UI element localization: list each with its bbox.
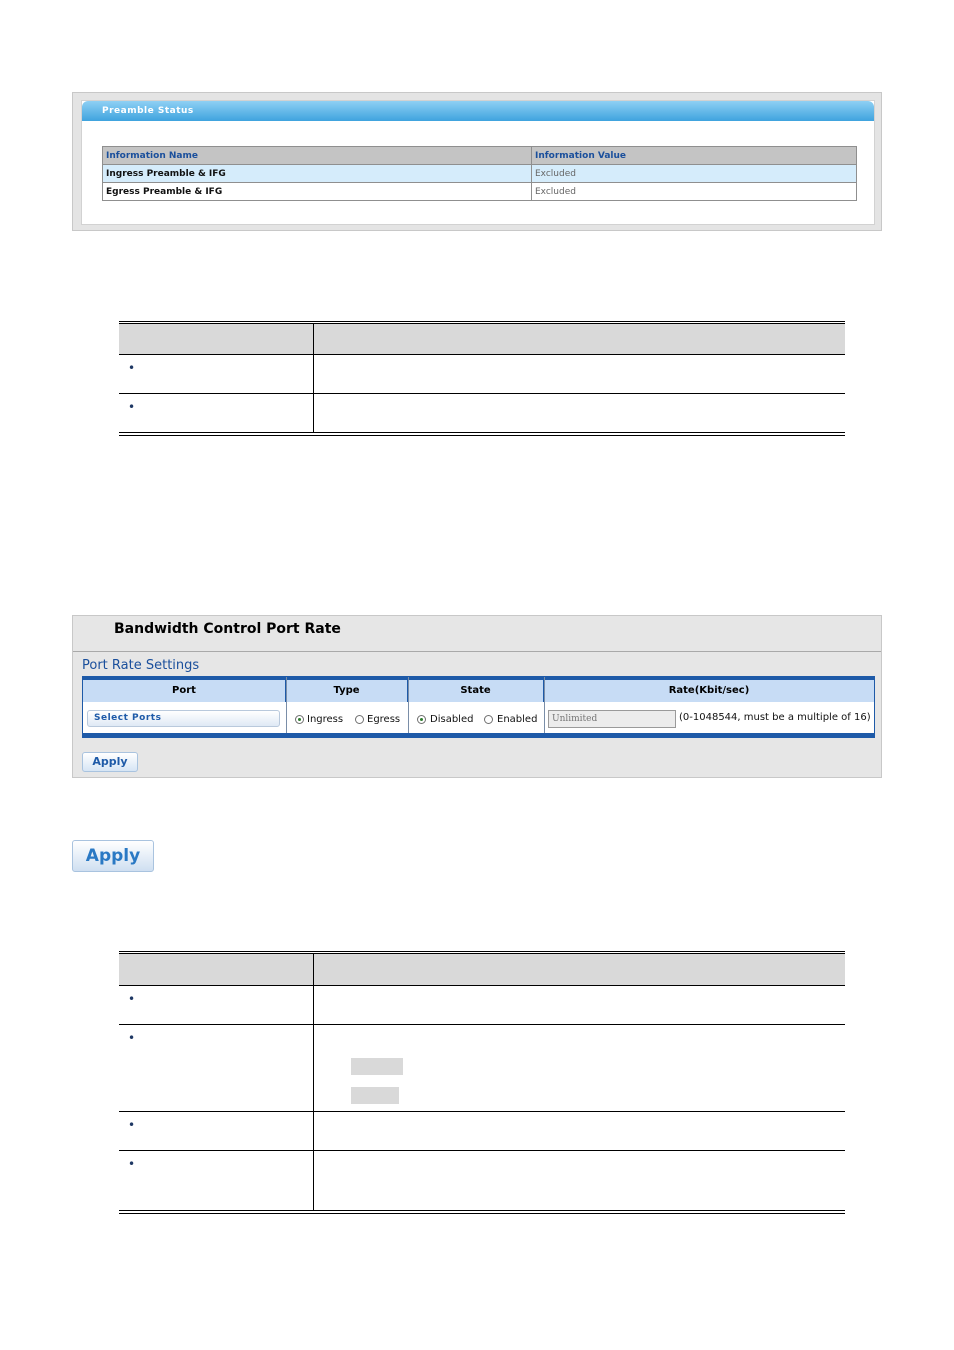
table-row — [103, 165, 857, 183]
information-value-cell: Excluded — [532, 165, 857, 183]
table-bottom-rule — [119, 1213, 845, 1214]
bullet-icon: • — [128, 361, 136, 375]
rate-hint: (0-1048544, must be a multiple of 16) — [679, 712, 871, 723]
bullet-icon: • — [128, 1157, 136, 1171]
table-top-rule — [119, 321, 845, 322]
column-header-port: Port — [83, 680, 286, 702]
table-bottom-rule — [119, 435, 845, 436]
column-divider — [544, 677, 545, 737]
column-header-state: State — [408, 680, 544, 702]
type-egress-radio[interactable] — [355, 715, 364, 724]
column-divider — [286, 677, 287, 737]
highlighted-value-box — [351, 1087, 399, 1104]
row-divider — [119, 354, 845, 355]
column-divider — [408, 677, 409, 737]
table-header-row — [103, 147, 857, 165]
state-enabled-radio[interactable] — [484, 715, 493, 724]
description-header-row — [119, 324, 845, 354]
bullet-icon: • — [128, 1031, 136, 1045]
section-title: Port Rate Settings — [82, 658, 200, 673]
row-divider — [119, 1111, 845, 1112]
apply-button[interactable]: Apply — [82, 752, 138, 772]
column-header-information-value: Information Value — [532, 147, 857, 165]
state-disabled-radio[interactable] — [417, 715, 426, 724]
rate-input[interactable] — [548, 710, 676, 728]
title-divider — [73, 651, 881, 652]
bandwidth-control-panel — [72, 615, 882, 778]
preamble-status-inner — [81, 100, 875, 225]
type-egress-label: Egress — [367, 714, 401, 725]
type-ingress-radio[interactable] — [295, 715, 304, 724]
row-divider — [119, 393, 845, 394]
preamble-status-title: Preamble Status — [102, 106, 194, 116]
description-table-1 — [119, 321, 845, 437]
information-name-cell: Egress Preamble & IFG — [103, 183, 532, 201]
type-ingress-label: Ingress — [307, 714, 344, 725]
preamble-status-table — [102, 146, 857, 201]
table-bottom-rule — [119, 1210, 845, 1211]
row-divider — [119, 1024, 845, 1025]
column-divider — [313, 954, 314, 1210]
bullet-icon: • — [128, 1118, 136, 1132]
apply-button-large[interactable]: Apply — [72, 840, 154, 872]
table-top-rule — [119, 951, 845, 952]
row-divider — [119, 985, 845, 986]
highlighted-value-box — [351, 1058, 403, 1075]
page-title: Bandwidth Control Port Rate — [114, 621, 341, 637]
select-ports-button[interactable]: Select Ports — [87, 710, 280, 727]
column-divider — [313, 324, 314, 432]
information-value-cell: Excluded — [532, 183, 857, 201]
table-bottom-rule — [119, 432, 845, 433]
bullet-icon: • — [128, 400, 136, 414]
table-bottom-bar — [83, 733, 874, 737]
table-row — [103, 183, 857, 201]
row-divider — [119, 1150, 845, 1151]
description-header-row — [119, 954, 845, 985]
column-header-type: Type — [286, 680, 408, 702]
bullet-icon: • — [128, 992, 136, 1006]
state-enabled-label: Enabled — [497, 714, 538, 725]
information-name-cell: Ingress Preamble & IFG — [103, 165, 532, 183]
column-header-information-name: Information Name — [103, 147, 532, 165]
preamble-status-header — [82, 101, 874, 121]
port-rate-settings-table — [82, 676, 875, 738]
preamble-status-panel — [72, 92, 882, 231]
column-header-rate: Rate(Kbit/sec) — [544, 680, 874, 702]
state-disabled-label: Disabled — [430, 714, 474, 725]
description-table-2 — [119, 951, 845, 1215]
